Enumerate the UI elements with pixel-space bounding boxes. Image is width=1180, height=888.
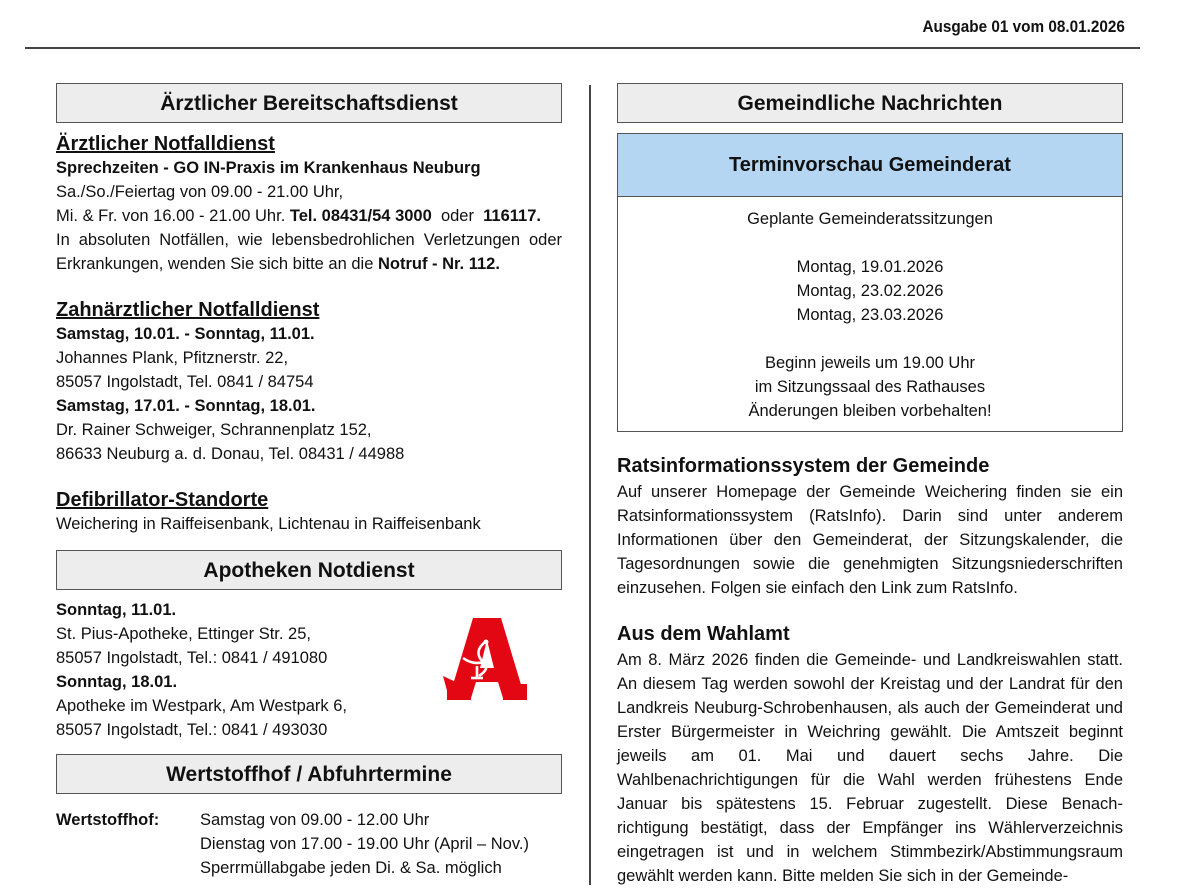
defi-section [56, 488, 562, 536]
sprechzeiten: Sprechzeiten - GO IN-Praxis im Krankenhaus Neuburg [56, 159, 481, 177]
termin-heading: Terminvorschau Gemeinderat [618, 134, 1122, 197]
apo1-line2: 85057 Ingolstadt, Tel.: 0841 / 491080 [56, 649, 328, 667]
apotheken-heading: Apotheken Notdienst [56, 550, 562, 590]
rats-section [617, 452, 1123, 600]
tel-number: Tel. 08431/54 3000 [289, 207, 432, 225]
termin-box [617, 133, 1123, 432]
zahn-date2: Samstag, 17.01. - Sonntag, 18.01. [56, 397, 316, 415]
wertstoff-heading: Wertstoffhof / Abfuhrtermine [56, 754, 562, 794]
hours-line2: Mi. & Fr. von 16.00 - 21.00 Uhr. Tel. 08431/54 3000 oder 116117. [56, 207, 541, 225]
wertstoff-line3: Sperrmüllabgabe jeden Di. & Sa. möglich [200, 859, 502, 877]
left-column [56, 83, 562, 880]
termin-note-1: Beginn jeweils um 19.00 Uhr [764, 354, 976, 372]
emergency-number: 116117. [483, 207, 541, 225]
wertstoff-label: Wertstoffhof: [56, 811, 160, 829]
notruf-number: Notruf - Nr. 112. [377, 255, 500, 273]
zahn-section [56, 298, 562, 466]
rats-text: Auf unserer Homepage der Gemeinde Weichering finden sie ein Ratsinformationssystem (RatsInfo). Darin sind unter anderem Informationen über den Gemeinderat, der Sitzungskalender, die Tagesordnungen sowie die genehmigten Sitzungsniederschriften einzusehen. Folgen sie einfach den Link zum RatsInfo. [617, 483, 1123, 597]
wahl-section [617, 620, 1123, 888]
header-rule [25, 47, 1140, 49]
wertstoff-row1 [56, 808, 562, 832]
defi-text: Weichering in Raiffeisenbank, Lichtenau in Raiffeisenbank [56, 515, 481, 533]
apo-date2: Sonntag, 18.01. [56, 673, 178, 691]
apo-date1: Sonntag, 11.01. [56, 601, 177, 619]
apotheke-a-icon [443, 616, 529, 706]
aerztlich-heading: Ärztlicher Bereitschaftsdienst [56, 83, 562, 123]
wertstoff-row2 [56, 832, 562, 856]
termin-note-2: im Sitzungssaal des Rathauses [754, 378, 986, 396]
zahn-date1: Samstag, 10.01. - Sonntag, 11.01. [56, 325, 315, 343]
termin-body [618, 197, 1122, 431]
apotheken-section [56, 598, 562, 742]
apo2-line2: 85057 Ingolstadt, Tel.: 0841 / 493030 [56, 721, 328, 739]
wertstoff-line1: Samstag von 09.00 - 12.00 Uhr [200, 811, 430, 829]
zahn-doc1-line2: 85057 Ingolstadt, Tel. 0841 / 84754 [56, 373, 314, 391]
column-divider [589, 85, 591, 885]
defi-title: Defibrillator-Standorte [56, 489, 269, 511]
rats-title: Ratsinformationssystem der Gemeinde [617, 455, 990, 477]
zahn-title: Zahnärztlicher Notfalldienst [56, 299, 320, 321]
right-column [617, 83, 1123, 888]
apo2-line1: Apotheke im Westpark, Am Westpark 6, [56, 697, 348, 715]
termin-date-3: Montag, 23.03.2026 [796, 306, 944, 324]
wertstoff-row3 [56, 856, 562, 880]
termin-intro: Geplante Gemeinderatssitzungen [747, 210, 993, 228]
aerztlich-section [56, 132, 562, 276]
apo1-line1: St. Pius-Apotheke, Ettinger Str. 25, [56, 625, 311, 643]
gemeinde-heading: Gemeindliche Nachrichten [617, 83, 1123, 123]
termin-date-2: Montag, 23.02.2026 [796, 282, 944, 300]
notfall-hint: In absoluten Notfällen, wie lebensbedrohlichen Verletzungen oder Erkrankungen, wenden Sie sich bitte an die Notruf - Nr. 112. [56, 231, 562, 273]
notfall-title: Ärztlicher Notfalldienst [56, 133, 275, 155]
wahl-text: Am 8. März 2026 finden die Gemeinde- und Landkreiswahlen statt. An diesem Tag werden sowohl der Kreistag und der Landrat für den Landkreis Neuburg-Schrobenhausen, als auch der Gemeinderat und Erster Bürgermeister in Weichring gewählt. Die Amtszeit beginnt jeweils am 01. Mai und dauert sechs Jahre. Die Wahlbenachrichtigungen für die Wahl werden frühestens Ende Januar bis spätestens 15. Februar zugestellt. Diese Benachrichtigung bestätigt, dass der Empfänger ins Wählerverzeichnis eingetragen ist und in welchem Stimmbezirk/Abstimmungsraum gewählt werden kann. Bitte melden Sie sich in der Gemeinde- [617, 651, 1123, 885]
wahl-title: Aus dem Wahlamt [617, 623, 790, 645]
termin-date-1: Montag, 19.01.2026 [796, 258, 944, 276]
zahn-doc2-line1: Dr. Rainer Schweiger, Schrannenplatz 152, [56, 421, 372, 439]
zahn-doc1-line1: Johannes Plank, Pfitznerstr. 22, [56, 349, 289, 367]
wertstoff-section [56, 808, 562, 880]
hours-line1: Sa./So./Feiertag von 09.00 - 21.00 Uhr, [56, 183, 344, 201]
wertstoff-line2: Dienstag von 17.00 - 19.00 Uhr (April – Nov.) [200, 835, 529, 853]
termin-note-3: Änderungen bleiben vorbehalten! [748, 402, 992, 420]
zahn-doc2-line2: 86633 Neuburg a. d. Donau, Tel. 08431 / 44988 [56, 445, 405, 463]
issue-date: Ausgabe 01 vom 08.01.2026 [922, 17, 1125, 36]
